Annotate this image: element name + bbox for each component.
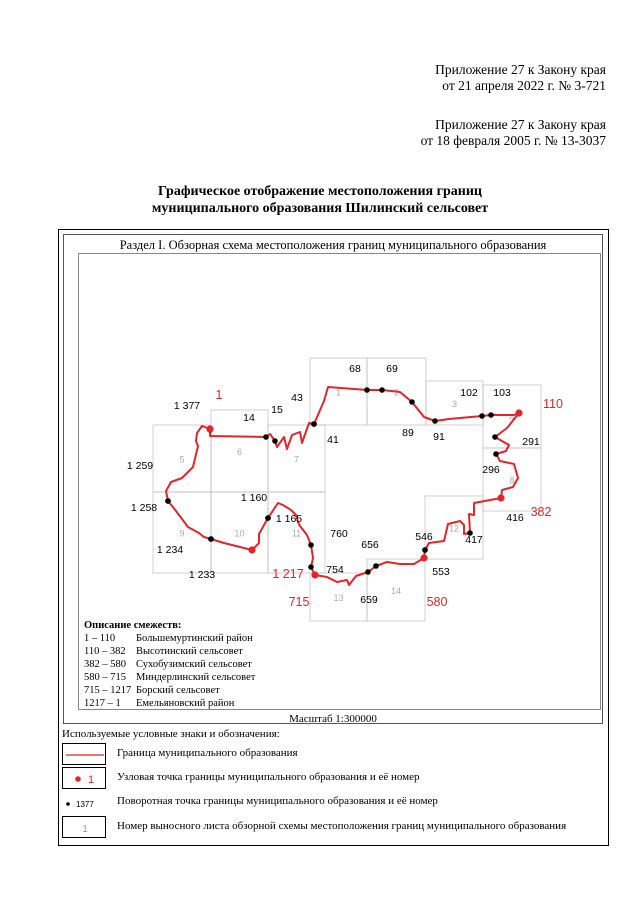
annex-original <box>421 117 606 149</box>
node-point <box>206 425 213 432</box>
turn-point-label: 416 <box>506 512 524 524</box>
sheet-number: 2 <box>393 387 400 398</box>
turn-point-label: 546 <box>415 531 433 543</box>
turn-point-label: 754 <box>326 564 344 576</box>
adjacency-range: 580 – 715 <box>84 672 126 683</box>
turn-point <box>492 434 498 440</box>
turn-point <box>208 536 214 542</box>
sheet-number: 12 <box>448 523 460 534</box>
sheet-number: 13 <box>333 593 344 603</box>
sheet-number: 6 <box>236 447 243 457</box>
turn-point-label: 1 233 <box>188 569 216 581</box>
sheet-number: 14 <box>390 586 402 596</box>
annex-current-line1: Приложение 27 к Закону края <box>435 62 606 77</box>
adjacency-name: Борский сельсовет <box>136 685 220 696</box>
turn-point <box>493 451 499 457</box>
turn-point-label: 68 <box>349 363 361 375</box>
legend-symbol-box <box>62 816 106 838</box>
annex-current <box>435 62 606 94</box>
turn-point <box>488 412 494 418</box>
turn-point-label: 1 160 <box>240 492 268 504</box>
legend-symbol-area <box>62 791 106 813</box>
turn-point-label: 103 <box>493 387 511 399</box>
sheet-number: 11 <box>291 528 302 539</box>
turn-point <box>165 498 171 504</box>
turn-point-label: 69 <box>386 363 398 375</box>
adjacency-row <box>84 671 255 684</box>
turn-point-label: 1 165 <box>275 513 303 525</box>
legend-item-sheet <box>62 816 602 840</box>
page-title-line1: Графическое отображение местоположения границ <box>158 184 482 199</box>
adjacency-name: Сухобузимский сельсовет <box>136 659 252 670</box>
node-point <box>515 409 522 416</box>
node-point-label: 1 217 <box>272 567 304 581</box>
turn-point-label: 15 <box>271 404 283 416</box>
page-title-line2: муниципального образования Шилинский сельсовет <box>151 201 489 216</box>
annex-current-line2: от 21 апреля 2022 г. № 3-721 <box>442 78 606 93</box>
legend-text: Поворотная точка границы муниципального образования и её номер <box>117 795 438 807</box>
legend-sheet-sample: 1 <box>82 824 88 835</box>
map-section <box>63 234 603 724</box>
turn-point <box>311 421 317 427</box>
adjacency-row <box>84 658 255 671</box>
legend-item-node <box>62 767 602 791</box>
turn-point <box>373 563 379 569</box>
sheet-number: 10 <box>234 528 245 539</box>
legend-symbol-box <box>62 767 106 789</box>
turn-point <box>308 542 314 548</box>
boundary-polyline <box>166 387 519 585</box>
turn-point-label: 760 <box>330 528 348 540</box>
node-point-label: 715 <box>288 595 310 609</box>
sheet-number: 9 <box>179 528 185 539</box>
node-point <box>248 546 255 553</box>
turn-point-label: 553 <box>432 566 450 578</box>
turn-point <box>432 418 438 424</box>
node-point <box>311 571 318 578</box>
legend-text: Номер выносного листа обзорной схемы местоположения границ муниципального образования <box>117 820 567 832</box>
node-point-label: 580 <box>426 595 448 609</box>
adjacency-name: Высотинский сельсовет <box>136 646 243 657</box>
turn-point <box>265 515 271 521</box>
node-point-icon <box>75 776 81 782</box>
node-point-label: 1 <box>215 388 223 402</box>
section-title: Раздел I. Обзорная схема местоположения границ муниципального образования <box>119 238 547 252</box>
turn-point <box>272 438 278 444</box>
turn-point-icon <box>66 802 70 806</box>
turn-point <box>409 399 415 405</box>
adjacency-name: Большемуртинский район <box>136 633 253 644</box>
adjacency-range: 110 – 382 <box>84 646 126 657</box>
node-point <box>497 494 504 501</box>
turn-point-label: 1 377 <box>173 400 201 412</box>
turn-point-label: 417 <box>465 534 483 546</box>
legend-text: Узловая точка границы муниципального образования и её номер <box>117 771 420 783</box>
legend-symbol-box <box>62 743 106 765</box>
adjacency-range: 715 – 1217 <box>84 685 132 696</box>
legend-item-turn <box>62 791 602 815</box>
frame <box>58 229 609 846</box>
legend-title: Используемые условные знаки и обозначения: <box>62 728 280 740</box>
legend-item-boundary <box>62 743 602 767</box>
sheet-number: 4 <box>509 412 515 423</box>
turn-point-label: 91 <box>433 431 445 443</box>
boundary-points <box>127 363 563 609</box>
legend-text: Граница муниципального образования <box>117 747 298 759</box>
node-point-label: 110 <box>543 397 563 411</box>
adjacency-range: 1 – 110 <box>84 633 116 644</box>
turn-point-label: 43 <box>291 392 303 404</box>
adjacency-name: Миндерлинский сельсовет <box>136 672 256 683</box>
turn-point-label: 659 <box>360 594 378 606</box>
turn-point <box>422 547 428 553</box>
adjacency-name: Емельяновский район <box>136 698 235 709</box>
adjacency-row <box>84 684 255 697</box>
turn-point-label: 1 234 <box>156 544 184 556</box>
sheet-number: 3 <box>451 399 458 409</box>
page-title <box>0 183 640 217</box>
turn-point <box>365 569 371 575</box>
turn-point-label: 296 <box>482 464 500 476</box>
turn-point-label: 656 <box>361 539 379 551</box>
adjacency-range: 1217 – 1 <box>84 698 121 709</box>
annex-original-line2: от 18 февраля 2005 г. № 13-3037 <box>420 133 606 148</box>
adjacency-row <box>84 645 255 658</box>
adjacency-heading: Описание смежеств: <box>84 620 182 631</box>
turn-point-label: 102 <box>460 387 478 399</box>
turn-point-label: 1 259 <box>126 460 154 472</box>
annex-original-line1: Приложение 27 к Закону края <box>435 117 606 132</box>
turn-point <box>364 387 370 393</box>
adjacency-range: 382 – 580 <box>84 659 126 670</box>
turn-point-label: 41 <box>327 434 339 446</box>
legend-node-sample: 1 <box>88 774 95 786</box>
map-scale: Масштаб 1:300000 <box>289 713 377 725</box>
adjacency-row <box>84 632 255 645</box>
turn-point <box>308 564 314 570</box>
turn-point-label: 14 <box>243 412 255 424</box>
adjacency-block <box>84 619 255 710</box>
node-point-label: 382 <box>530 505 552 519</box>
turn-point <box>479 413 485 419</box>
turn-point-label: 291 <box>522 436 540 448</box>
sheet-number: 7 <box>293 454 300 465</box>
turn-point <box>263 434 269 440</box>
turn-point <box>379 387 385 393</box>
turn-point-label: 1 258 <box>130 502 158 514</box>
legend-turn-sample: 1377 <box>76 800 94 809</box>
sheet-number: 8 <box>509 475 515 486</box>
adjacency-row <box>84 697 255 710</box>
sheet-number: 5 <box>179 454 185 465</box>
sheet-number: 1 <box>335 387 342 398</box>
turn-point-label: 89 <box>402 427 414 439</box>
node-point <box>420 554 427 561</box>
boundary-line <box>166 387 519 585</box>
